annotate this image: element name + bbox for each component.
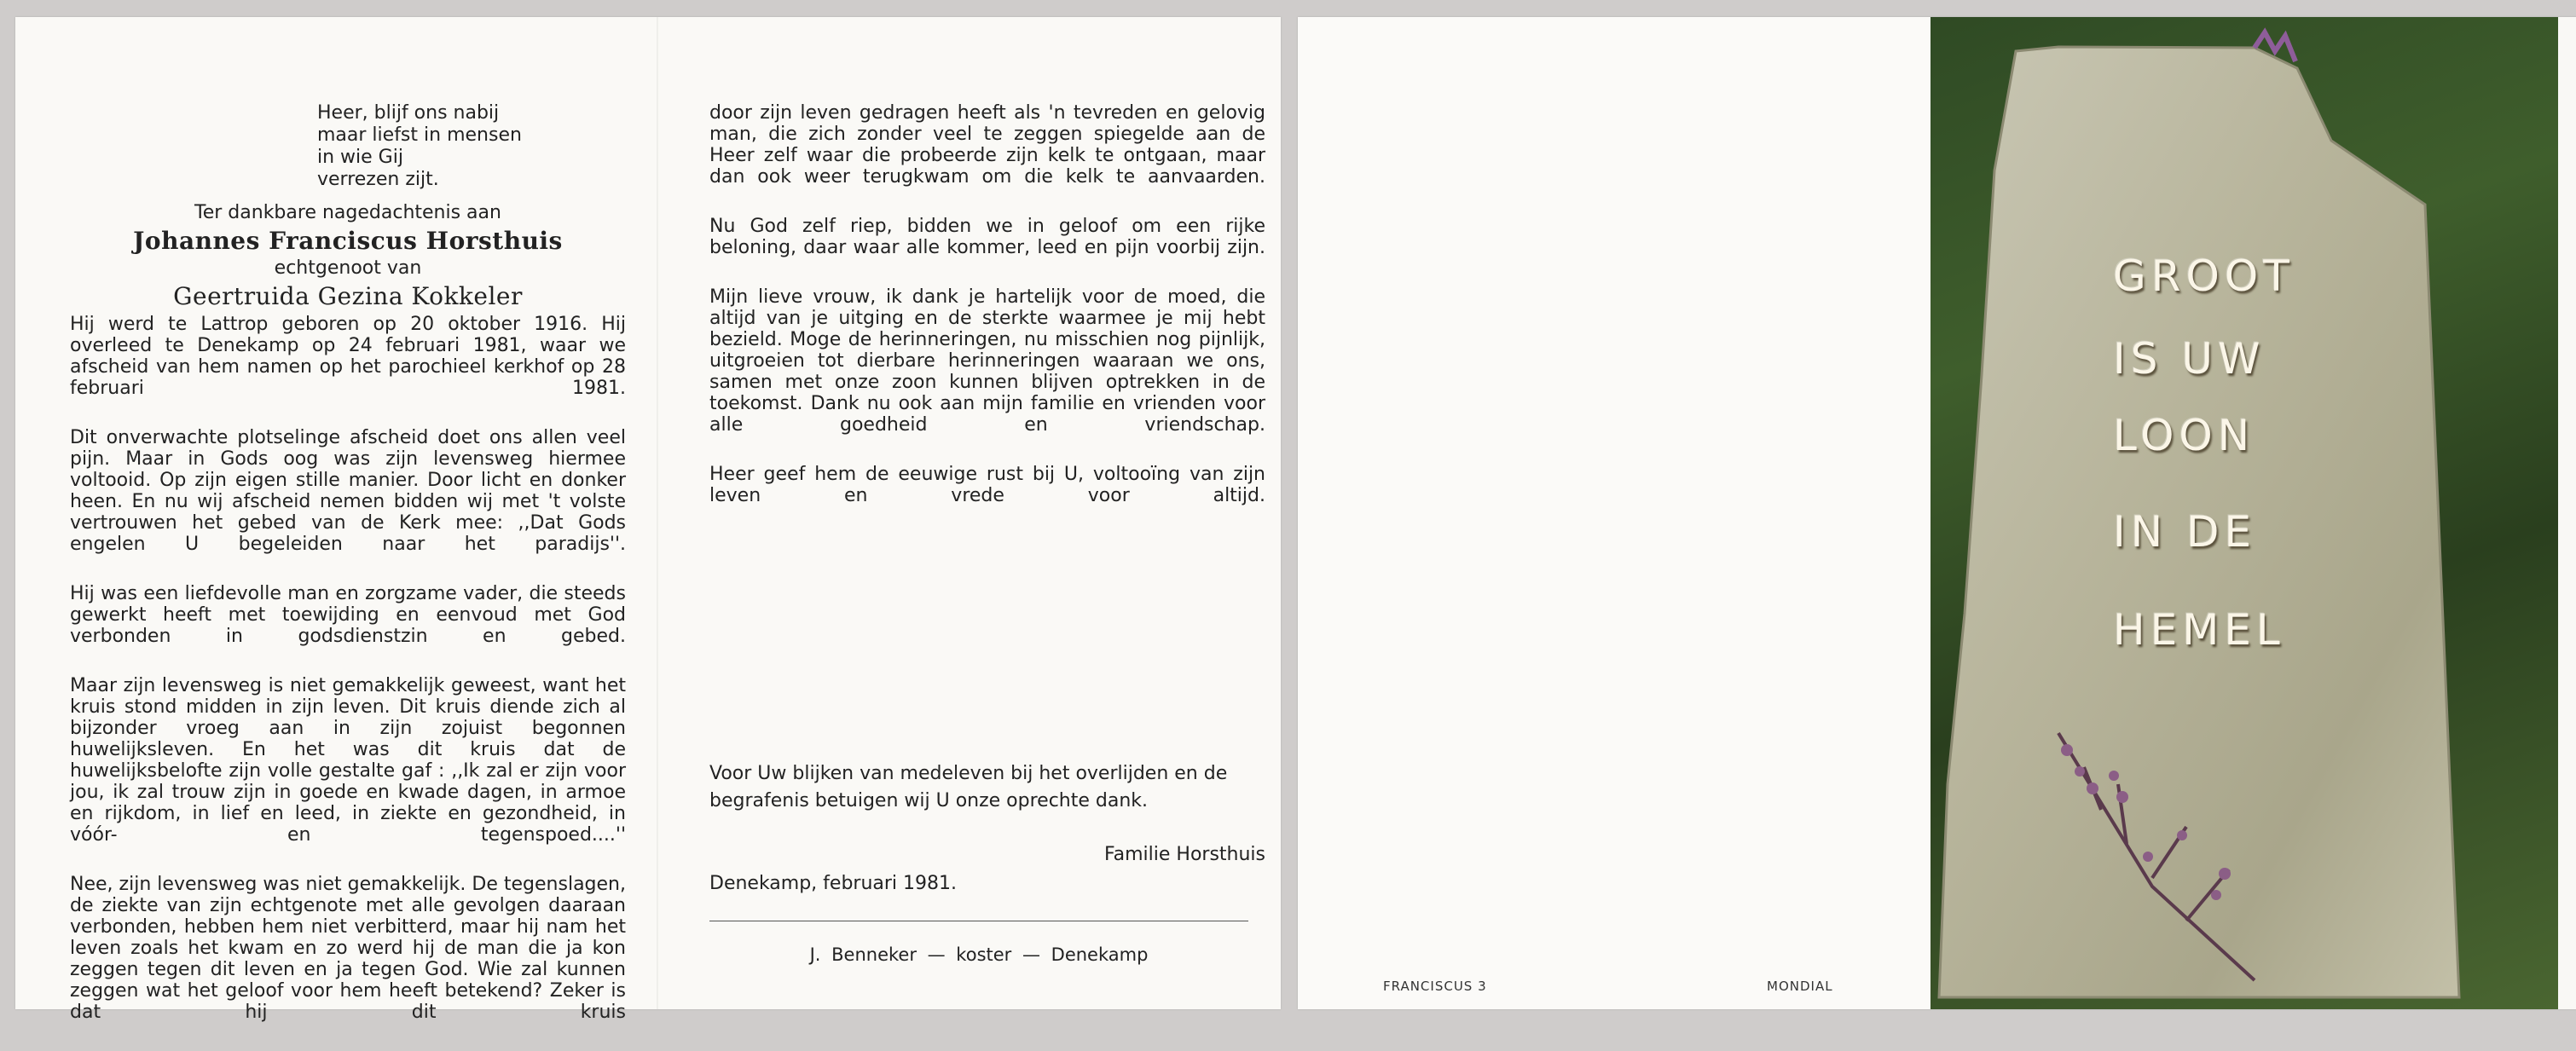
series-label: FRANCISCUS 3 (1383, 979, 1487, 994)
place-date: Denekamp, februari 1981. (709, 873, 958, 894)
paragraph: Dit onverwachte plotselinge afscheid doet ons allen veel pijn. Maar in Gods oog was zijn levensweg hiermee voltooid. Op zijn eigen stille manier. Door licht en donker heen. En nu wij afscheid nemen bidden wij met 't volste vertrouwen het gebed van de Kerk mee: ,,Dat Gods engelen U begeleiden naar het paradijs''. (70, 427, 626, 555)
spouse-name: Geertruida Gezina Kokkeler (173, 282, 523, 310)
inscription-line: IN DE (2113, 507, 2257, 557)
memorial-card-inside (15, 17, 1281, 1023)
card-fold-line (657, 17, 658, 1009)
deceased-name: Johannes Franciscus Horsthuis (133, 227, 563, 255)
inscription-line: GROOT (2113, 251, 2295, 301)
paragraph: Hij werd te Lattrop geboren op 20 oktober 1916. Hij overleed te Denekamp op 24 februari 1981, waar we afscheid van hem namen op het parochieel kerkhof op 28 februari 1981. (70, 314, 626, 399)
dedication-line: Ter dankbare nagedachtenis aan (194, 202, 501, 223)
thanks-text: Voor Uw blijken van medeleven bij het overlijden en de begrafenis betuigen wij U onze oprechte dank. (709, 763, 1228, 811)
inscription-line: LOON (2113, 411, 2255, 460)
left-text-column (70, 102, 626, 1051)
poem-line: maar liefst in mensen (317, 124, 522, 146)
family-signoff: Familie Horsthuis (1103, 844, 1265, 865)
cover-photo (1931, 17, 2558, 1009)
paragraph: Nee, zijn levensweg was niet gemakkelijk. De tegenslagen, de ziekte van zijn echtgenote met alle gevolgen daaraan verbonden, hebben hem niet verbitterd, maar hij nam het leven zoals het kwam en zo werd hij de man die ja kon zeggen tegen dit leven en ja tegen God. Wie zal kunnen zeggen wat het geloof voor hem heeft betekend? Zeker is dat hij dit kruis (70, 874, 626, 1023)
poem-line: in wie Gij (317, 147, 403, 168)
spouse-label: echtgenoot van (274, 257, 422, 279)
memorial-card-outside (1298, 17, 2576, 1009)
inscription-line: IS UW (2113, 334, 2266, 384)
publisher-label: MONDIAL (1767, 979, 1833, 994)
paragraph: Heer geef hem de eeuwige rust bij U, voltooïng van zijn leven en vrede voor altijd. (709, 464, 1265, 506)
paragraph: Nu God zelf riep, bidden we in geloof om een rijke beloning, daar waar alle kommer, leed en pijn voorbij zijn. (709, 216, 1265, 258)
paragraph: door zijn leven gedragen heeft als 'n tevreden en gelovig man, die zich zonder veel te zeggen spiegelde aan de Heer zelf waar die probeerde zijn kelk te ontgaan, maar dan ook weer terugkwam om die kelk te aanvaarden. (709, 102, 1265, 188)
paragraph: Hij was een liefdevolle man en zorgzame vader, die steeds gewerkt heeft met toewijding en eenvoud met God verbonden in godsdienstzin en gebed. (70, 583, 626, 647)
paragraph: Mijn lieve vrouw, ik dank je hartelijk voor de moed, die altijd van je uitging en de sterkte waarmee je mij hebt bezield. Moge de herinneringen, nu misschien nog pijnlijk, uitgroeien tot dierbare herinneringen waaraan we ons, samen met onze zoon kunnen blijven optrekken in de toekomst. Dank nu ook aan mijn familie en vrienden voor alle goedheid en vriendschap. (709, 286, 1265, 436)
back-page (1298, 17, 1929, 1009)
poem-line: verrezen zijt. (317, 169, 439, 190)
right-text-column (709, 102, 1265, 534)
printer-credit: J. Benneker — koster — Denekamp (809, 944, 1149, 965)
opening-poem (317, 102, 573, 191)
paragraph: Maar zijn levensweg is niet gemakkelijk geweest, want het kruis stond midden in zijn leven. Dit kruis diende zich al bijzonder vroeg aan in zijn zojuist begonnen huwelijksleven. En het was dit kruis dat de huwelijksbelofte zijn volle gestalte gaf : ,,Ik zal er zijn voor jou, ik zal trouw zijn in goede en kwade dagen, in armoe en rijkdom, in lief en leed, in ziekte en gezondheid, in vóór- en tegenspoed....'' (70, 675, 626, 846)
inscription-line: HEMEL (2113, 605, 2285, 655)
poem-line: Heer, blijf ons nabij (317, 102, 500, 124)
